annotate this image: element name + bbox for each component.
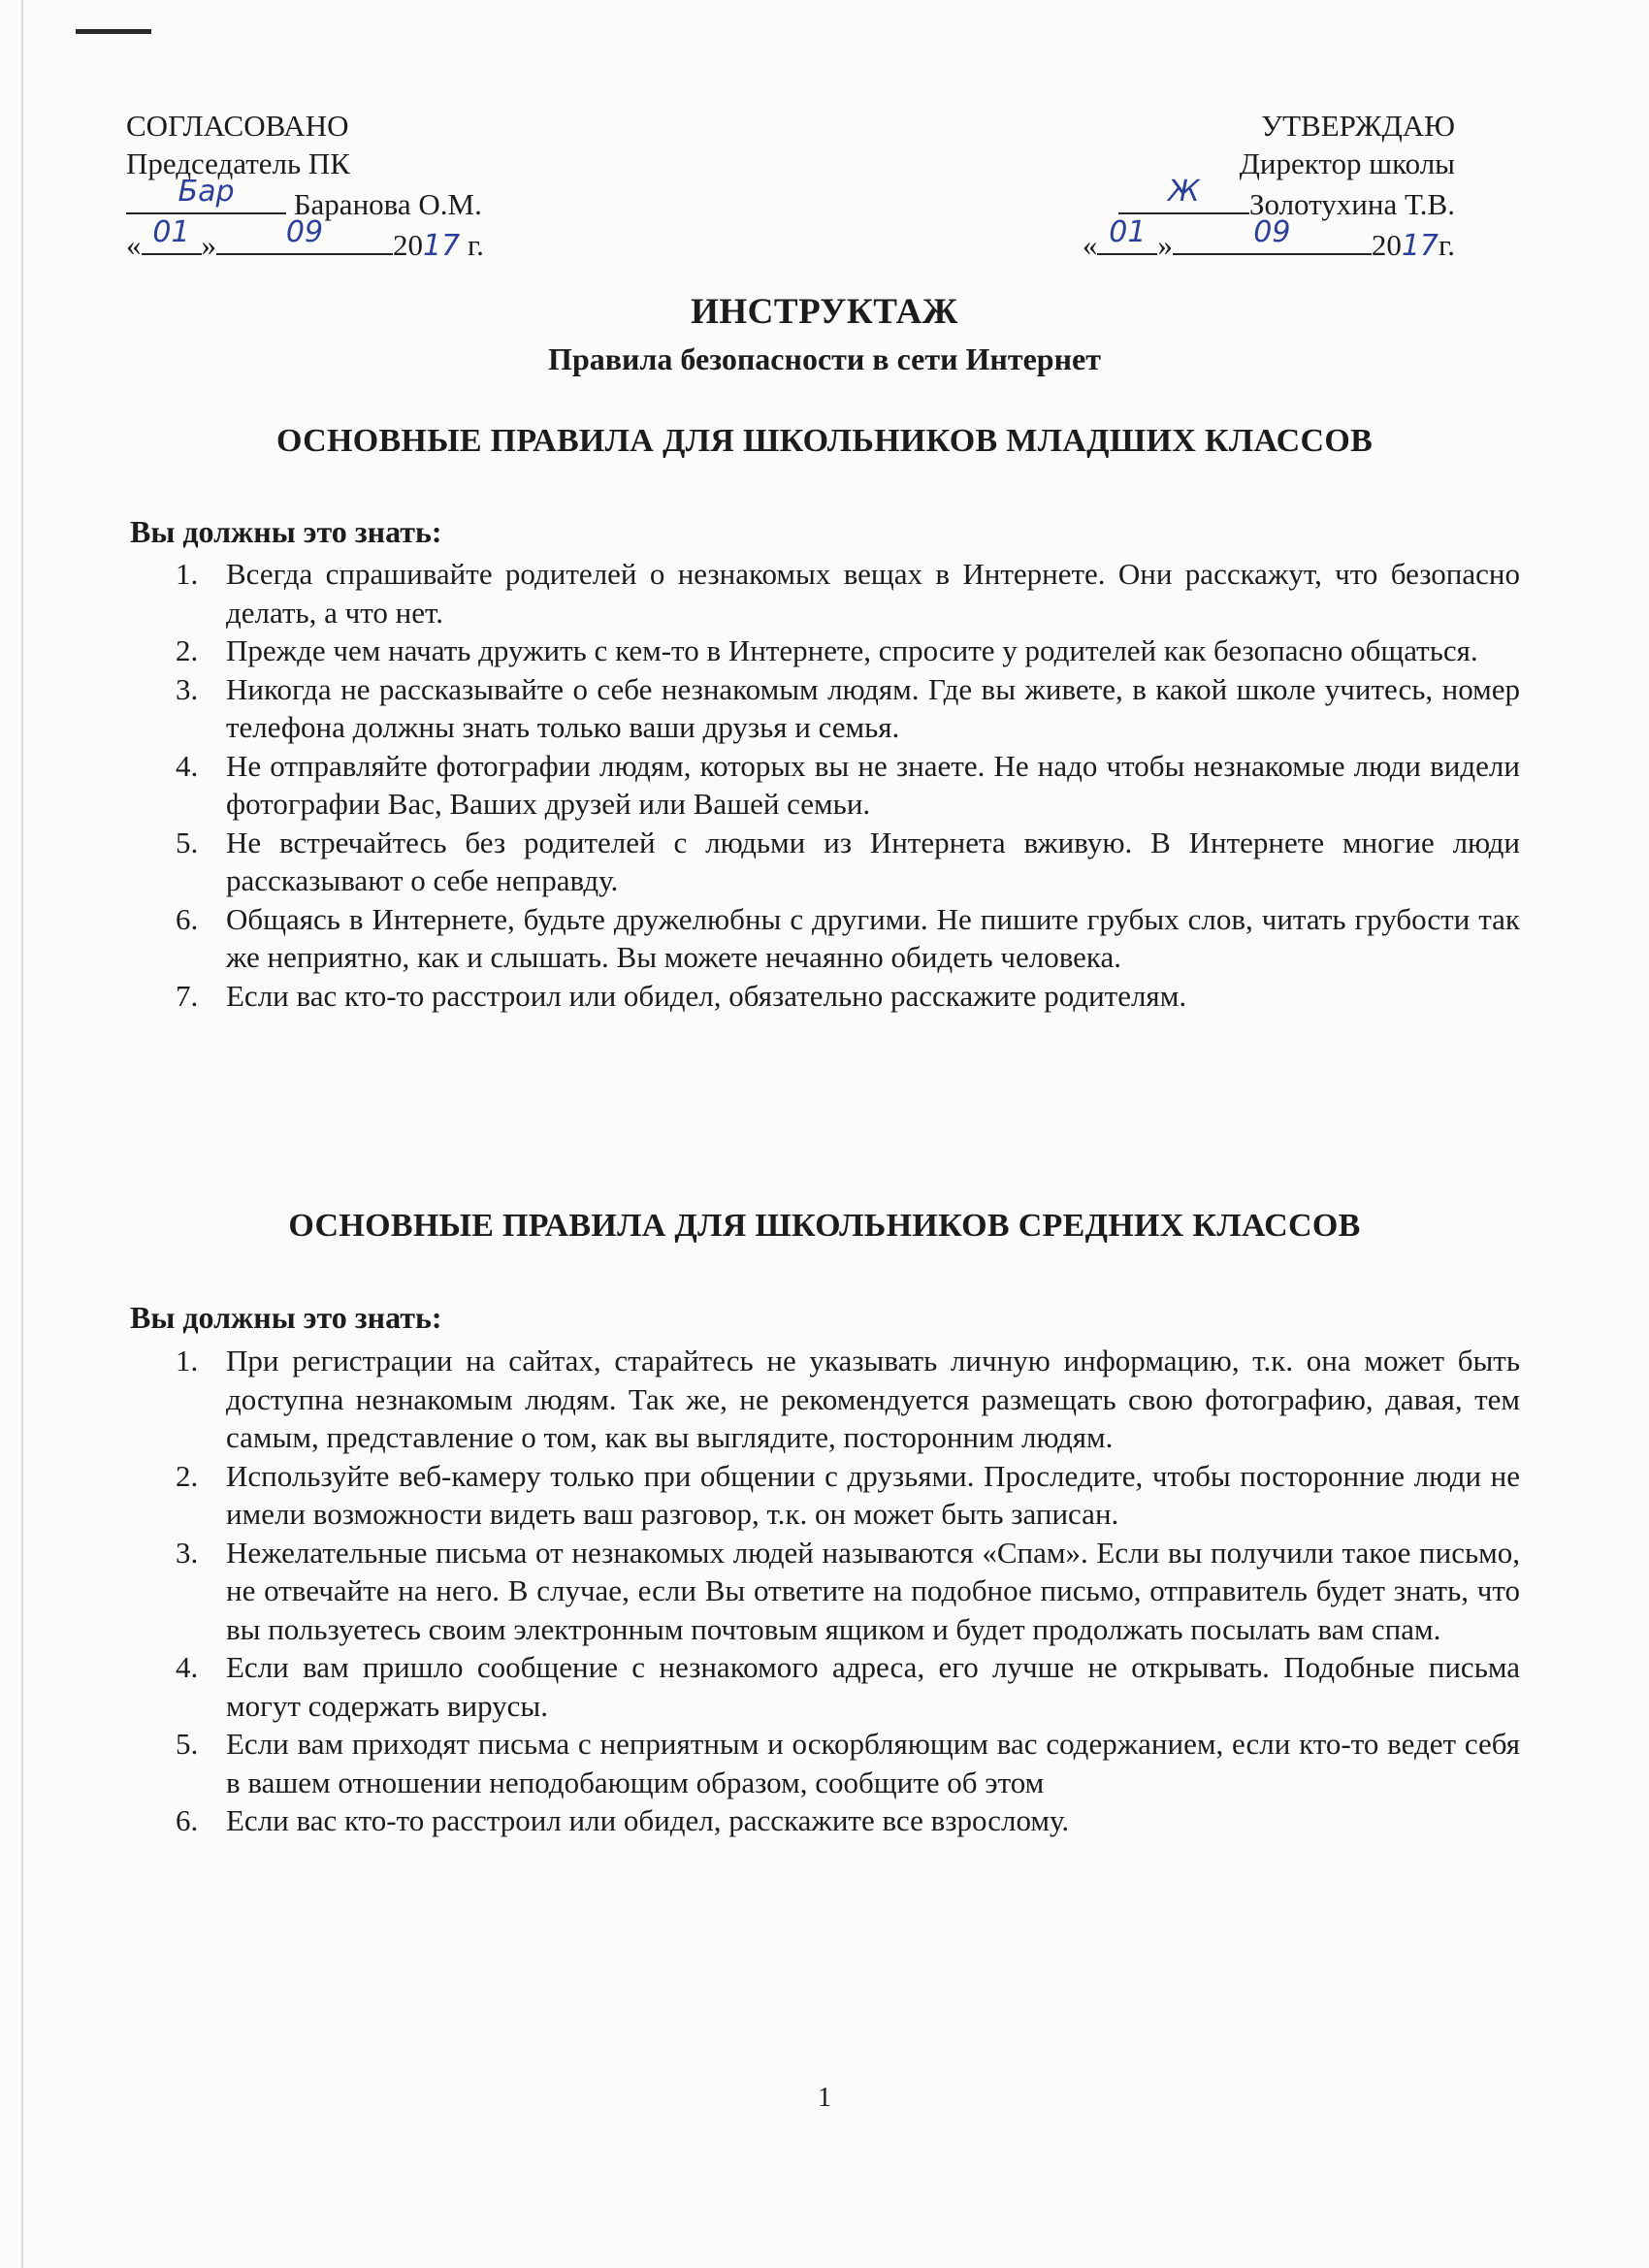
approval-block-right xyxy=(1083,107,1455,265)
scan-mark xyxy=(76,29,151,34)
union-chair-position: Председатель ПК xyxy=(126,146,350,180)
list-item: 5. Не встречайтесь без родителей с людьми из Интернета вживую. В Интернете многие люди рассказывают о себе неправду. xyxy=(176,825,1520,897)
date-month-left: 09 xyxy=(285,215,324,249)
list-item: 6. Общаясь в Интернете, будьте дружелюбны с другими. Не пишите грубых слов, читать грубости так же неприятно, как и слышать. Вы можете нечаянно обидеть человека. xyxy=(176,901,1520,974)
signature-image-right: Ж xyxy=(1168,175,1200,209)
date-month-right: 09 xyxy=(1253,215,1291,249)
section-intro-middle: Вы должны это знать: xyxy=(130,1300,442,1335)
list-item: 4. Не отправляйте фотографии людям, которых вы не знаете. Не надо чтобы незнакомые люди видели фотографии Вас, Ваших друзей или Вашей семьи. xyxy=(176,748,1520,821)
list-item: 1. Всегда спрашивайте родителей о незнакомых вещах в Интернете. Они расскажут, что безопасно делать, а что нет. xyxy=(176,557,1520,630)
list-item: 3. Никогда не рассказывайте о себе незнакомым людям. Где вы живете, в какой школе учитесь, номер телефона должны знать только ваши друзья и семья. xyxy=(176,671,1520,744)
document-title: ИНСТРУКТАЖ xyxy=(691,292,958,332)
director-name: Золотухина Т.В. xyxy=(1248,187,1455,221)
section-heading-junior: ОСНОВНЫЕ ПРАВИЛА ДЛЯ ШКОЛЬНИКОВ МЛАДШИХ КЛАССОВ xyxy=(275,423,1374,459)
director-position: Директор школы xyxy=(1239,146,1455,180)
date-day-right: 01 xyxy=(1109,215,1147,249)
list-item: 5. Если вам приходят письма с неприятным и оскорбляющим вас содержанием, если кто-то ведет себя в вашем отношении неподобающим образом, сообщите об этом xyxy=(176,1727,1520,1799)
list-item: 3. Нежелательные письма от незнакомых людей называются «Спам». Если вы получили такое письмо, не отвечайте на него. В случае, если Вы ответите на подобное письмо, отправитель будет знать, что вы пользуетесь своим электронным почтовым ящиком и будет продолжать посылать вам спам. xyxy=(176,1535,1520,1646)
approval-block-left xyxy=(126,107,484,265)
signature-image-left: Бар xyxy=(178,175,235,209)
date-day-left: 01 xyxy=(152,215,190,249)
page-number: 1 xyxy=(818,2083,831,2113)
date-year-right: 17 xyxy=(1401,229,1439,263)
list-item: 2. Прежде чем начать дружить с кем-то в Интернете, спросите у родителей как безопасно общаться. xyxy=(176,633,1478,667)
list-item: 4. Если вам пришло сообщение с незнакомого адреса, его лучше не открывать. Подобные письма могут содержать вирусы. xyxy=(176,1650,1520,1723)
section-intro-junior: Вы должны это знать: xyxy=(130,514,442,549)
document-subtitle: Правила безопасности в сети Интернет xyxy=(548,341,1101,376)
list-item: 7. Если вас кто-то расстроил или обидел, обязательно расскажите родителям. xyxy=(176,978,1187,1013)
list-item: 1. При регистрации на сайтах, старайтесь не указывать личную информацию, т.к. она может быть доступна незнакомым людям. Так же, не рекомендуется размещать свою фотографию, давая, тем самым, представление о том, как вы выглядите, посторонним людям. xyxy=(176,1344,1520,1454)
section-heading-middle: ОСНОВНЫЕ ПРАВИЛА ДЛЯ ШКОЛЬНИКОВ СРЕДНИХ КЛАССОВ xyxy=(288,1208,1361,1244)
scan-edge xyxy=(21,0,23,2268)
date-line-right: « 01 » 09 2017г. xyxy=(1082,215,1455,263)
approved-label: СОГЛАСОВАНО xyxy=(126,109,349,143)
union-chair-name: Баранова О.М. xyxy=(293,187,482,221)
date-year-left: 17 xyxy=(423,229,461,263)
rules-list-junior xyxy=(131,555,1520,1015)
list-item: 6. Если вас кто-то расстроил или обидел, расскажите все взрослому. xyxy=(176,1803,1070,1837)
date-line-left: « 01 » 09 2017 г. xyxy=(126,215,484,263)
approve-label: УТВЕРЖДАЮ xyxy=(1261,109,1455,143)
list-item: 2. Используйте веб-камеру только при общении с друзьями. Проследите, чтобы посторонние люди не имели возможности видеть ваш разговор, т.к. он может быть записан. xyxy=(176,1458,1520,1531)
rules-list-middle xyxy=(131,1342,1520,1840)
